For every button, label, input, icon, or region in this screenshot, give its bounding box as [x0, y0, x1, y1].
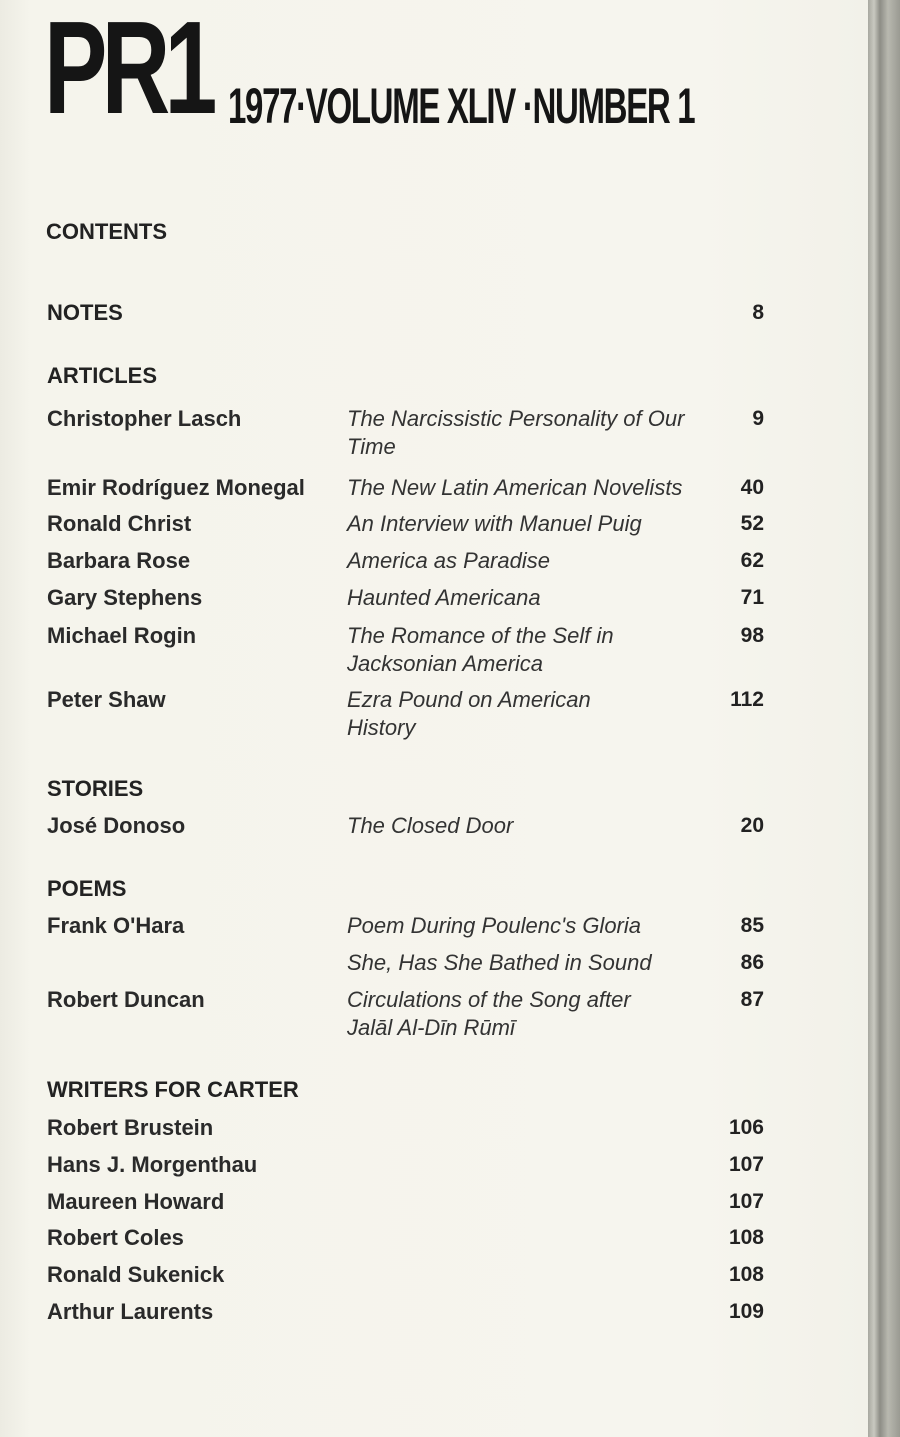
entry-author: José Donoso	[47, 813, 186, 838]
entry-title: Poem During Poulenc's Gloria	[347, 913, 642, 938]
entry-author: Hans J. Morgenthau	[47, 1152, 258, 1177]
page-number: 40	[740, 476, 764, 499]
page-number: 108	[728, 1226, 764, 1249]
page-number: 87	[740, 988, 764, 1011]
section-heading-writers-for-carter: WRITERS FOR CARTER	[47, 1077, 299, 1102]
entry-author: Frank O'Hara	[47, 913, 185, 938]
entry-title: Haunted Americana	[347, 585, 541, 610]
page-number: 85	[740, 914, 764, 937]
section-heading-poems: POEMS	[47, 876, 127, 901]
entry-author: Ronald Sukenick	[47, 1262, 225, 1287]
entry-title: America as Paradise	[347, 548, 550, 573]
entry-title: Circulations of the Song after Jalāl Al-Dīn Rūmī	[347, 987, 631, 1040]
entry-author: Emir Rodríguez Monegal	[47, 475, 305, 500]
section-heading-articles: ARTICLES	[47, 363, 157, 388]
entry-author: Robert Duncan	[47, 987, 205, 1012]
entry-title: The New Latin American Novelists	[347, 475, 683, 500]
page-number: 71	[740, 586, 764, 609]
page-number: 106	[728, 1116, 764, 1139]
section-heading-notes: NOTES	[47, 300, 123, 325]
entry-title: The Narcissistic Personality of Our Time	[347, 406, 685, 459]
page-number: 52	[740, 512, 764, 535]
page-number: 20	[740, 814, 764, 837]
contents-heading: CONTENTS	[46, 219, 167, 244]
entry-author: Robert Coles	[47, 1225, 184, 1250]
entry-author: Peter Shaw	[47, 687, 166, 712]
page-number: 108	[728, 1263, 764, 1286]
entry-title: The Romance of the Self in Jacksonian America	[347, 623, 614, 676]
entry-author: Maureen Howard	[47, 1189, 225, 1214]
entry-author: Michael Rogin	[47, 623, 197, 648]
page-number: 98	[740, 624, 764, 647]
entry-title: Ezra Pound on American History	[347, 687, 591, 740]
page-number: 8	[752, 301, 764, 324]
entry-author: Ronald Christ	[47, 511, 192, 536]
entry-title: She, Has She Bathed in Sound	[347, 950, 652, 975]
page-number: 107	[728, 1153, 764, 1176]
page-number: 62	[740, 549, 764, 572]
book-spine-edge	[868, 0, 900, 1437]
entry-title: The Closed Door	[347, 813, 514, 838]
entry-author: Christopher Lasch	[47, 406, 242, 431]
entry-author: Robert Brustein	[47, 1115, 214, 1140]
page-number: 107	[728, 1190, 764, 1213]
page-number: 9	[752, 407, 764, 430]
page-number: 86	[740, 951, 764, 974]
entry-title: An Interview with Manuel Puig	[347, 511, 642, 536]
journal-logo: PR1	[44, 0, 212, 141]
issue-line: 1977·VOLUME XLIV ·NUMBER 1	[228, 78, 695, 134]
page-number: 109	[728, 1300, 764, 1323]
entry-author: Gary Stephens	[47, 585, 203, 610]
section-heading-stories: STORIES	[47, 776, 144, 801]
entry-author: Arthur Laurents	[47, 1299, 214, 1324]
entry-author: Barbara Rose	[47, 548, 191, 573]
page-number: 112	[730, 688, 764, 711]
